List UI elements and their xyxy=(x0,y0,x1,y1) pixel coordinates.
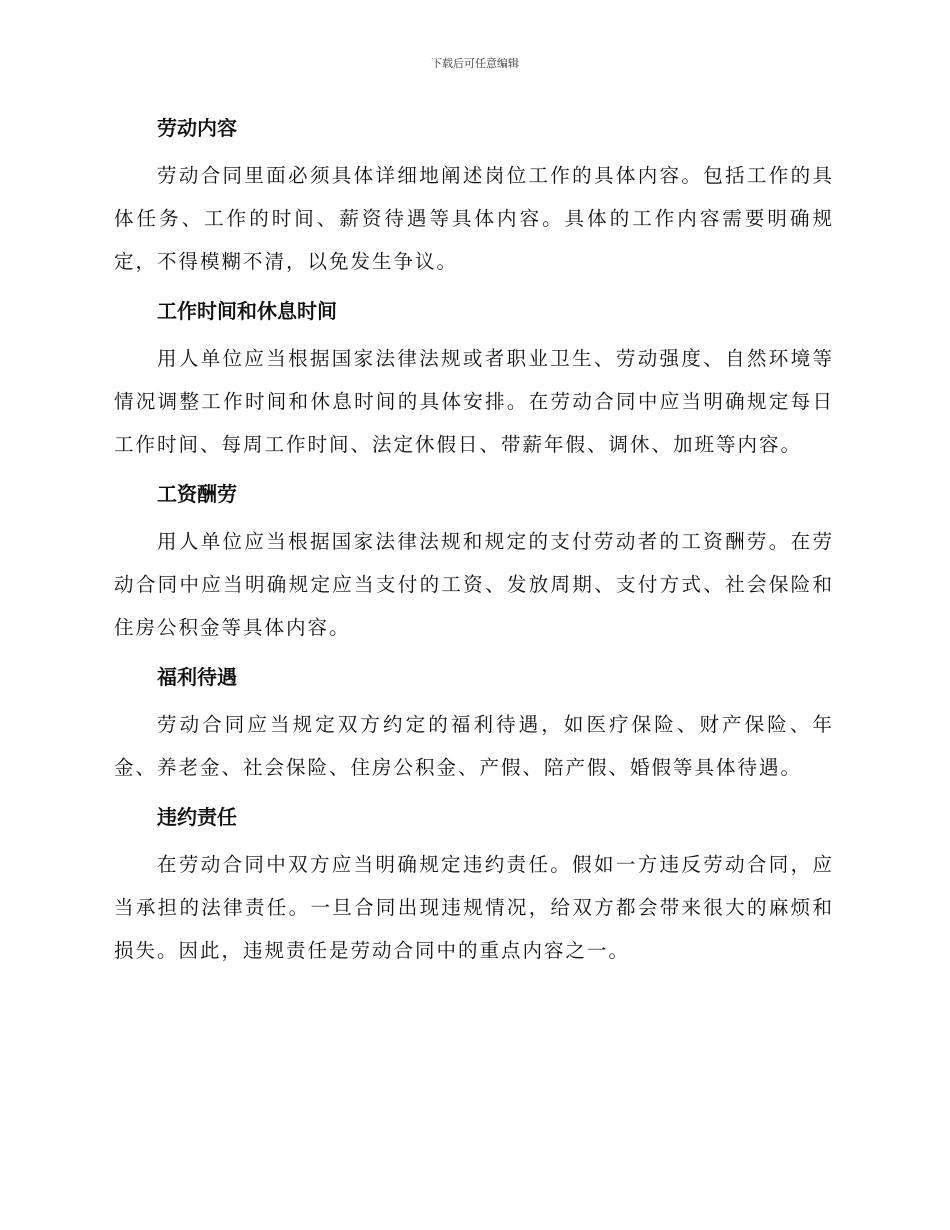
header-note: 下载后可任意编辑 xyxy=(431,57,519,70)
section-body-benefits: 劳动合同应当规定双方约定的福利待遇，如医疗保险、财产保险、年金、养老金、社会保险、住房公积金、产假、陪产假、婚假等具体待遇。 xyxy=(114,713,834,779)
section-heading-working-hours: 工作时间和休息时间 xyxy=(157,299,337,323)
section-heading-labor-content: 劳动内容 xyxy=(157,116,237,140)
section-body-wages: 用人单位应当根据国家法律法规和规定的支付劳动者的工资酬劳。在劳动合同中应当明确规定应当支付的工资、发放周期、支付方式、社会保险和住房公积金等具体内容。 xyxy=(114,530,834,639)
section-heading-wages: 工资酬劳 xyxy=(157,482,237,506)
section-body-liability: 在劳动合同中双方应当明确规定违约责任。假如一方违反劳动合同，应当承担的法律责任。一旦合同出现违规情况，给双方都会带来很大的麻烦和损失。因此，违规责任是劳动合同中的重点内容之一。 xyxy=(114,853,834,962)
section-heading-liability: 违约责任 xyxy=(157,805,237,829)
section-heading-benefits: 福利待遇 xyxy=(157,665,237,689)
document-body xyxy=(114,108,834,980)
section-body-working-hours: 用人单位应当根据国家法律法规或者职业卫生、劳动强度、自然环境等情况调整工作时间和休息时间的具体安排。在劳动合同中应当明确规定每日工作时间、每周工作时间、法定休假日、带薪年假、调休、加班等内容。 xyxy=(114,347,834,456)
section-body-labor-content: 劳动合同里面必须具体详细地阐述岗位工作的具体内容。包括工作的具体任务、工作的时间、薪资待遇等具体内容。具体的工作内容需要明确规定，不得模糊不清，以免发生争议。 xyxy=(114,164,834,273)
